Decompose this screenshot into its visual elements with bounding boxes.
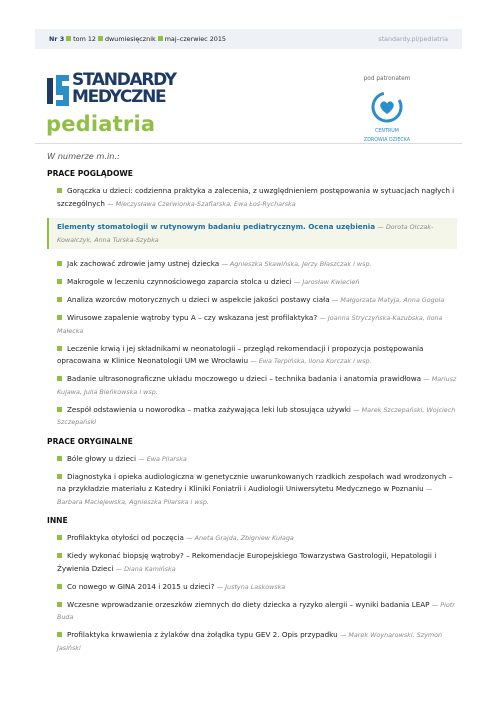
article-title: Gorączka u dzieci: codzienna praktyka a zalecenia, z uwzględnieniem postępowania w sytuacjach nagłych i szczególnych [57,186,455,208]
journal-title: pediatria [46,112,156,136]
bullet-square-icon [57,188,62,193]
bullet-square-icon [57,602,62,607]
brand-line1: STANDARDY [72,70,176,90]
list-item[interactable] [47,294,457,307]
list-item[interactable] [47,185,457,210]
issue-bar [35,29,462,49]
bullet-square-icon [57,456,62,461]
list-item[interactable] [47,532,457,545]
bullet-square-icon [57,535,62,540]
bullet-square-icon [57,632,62,637]
list-item[interactable] [47,312,457,337]
bullet-square-icon [98,36,103,41]
article-authors: — Mieczysława Czerwionka-Szaflarska, Ewa Łoś-Rycharska [107,199,296,208]
article-authors: — Marek Woynarowski, Szymon Jasiński [57,631,443,652]
article-title: Analiza wzorców motorycznych u dzieci w aspekcie jakości postawy ciała [67,295,330,304]
site-link[interactable]: standardy.pl/pediatria [378,35,448,43]
article-title: Wczesne wprowadzanie orzeszków ziemnych do diety dziecka a ryzyko alergii – wyniki badania LEAP [67,599,430,609]
article-authors: — Jarosław Kwiecień [293,278,360,286]
article-title: Profilaktyka otyłości od poczęcia [67,533,184,542]
article-authors: — Ewa Terpińska, Ilona Korczak i wsp. [250,357,372,365]
bullet-square-icon [57,584,62,589]
patron-org-line2: ZDROWIA DZIECKA [363,137,411,143]
bullet-square-icon [66,36,71,41]
patronage [357,76,417,144]
article-authors: — Marek Szczepański, Wojciech Szczepański [57,405,456,426]
list-item[interactable] [47,581,457,594]
bullet-square-icon [158,36,163,41]
article-authors: — Diana Kamińska [115,564,176,573]
heart-logo-icon [371,91,403,123]
article-authors: — Justyna Laskowska [216,582,286,591]
period: maj–czerwiec 2015 [164,35,226,43]
brand-line2: MEDYCZNE [72,87,166,107]
bullet-square-icon [57,376,62,381]
issue-info [49,29,226,49]
patron-org-line1: CENTRUM [375,129,399,134]
list-item[interactable] [47,629,457,654]
article-title: Co nowego w GINA 2014 i 2015 u dzieci? [67,581,215,591]
intro-text: W numerze m.in.: [47,151,120,161]
bullet-square-icon [57,297,62,302]
article-title: Zespół odstawienia u noworodka – matka zażywająca leki lub stosująca używki [67,404,351,414]
bullet-square-icon [57,315,62,320]
list-item[interactable] [47,343,457,368]
list-item[interactable] [47,404,457,429]
header-divider [35,143,462,144]
bullet-square-icon [57,474,62,479]
featured-article-authors: — Dorota Olczak-Kowalczyk, Anna Turska-Szybka [57,223,434,244]
bullet-square-icon [57,346,62,351]
article-title: Leczenie krwią i jej składnikami w neonatologii – przegląd rekomendacji i propozycja postępowania opracowana w Klinice Neonatologii UM we Wrocławiu [57,343,424,365]
article-authors: — Małgorzata Matyja, Anna Gogola [331,296,445,304]
bullet-square-icon [57,553,62,558]
list-item[interactable] [47,373,457,398]
article-authors: — Agnieszka Skawińska, Jerzy Błaszczak i wsp. [221,260,372,268]
article-title: Jak zachować zdrowie jamy ustnej dziecka [67,259,220,268]
bullet-square-icon [57,261,62,266]
article-title: Bóle głowy u dzieci [67,453,136,463]
section-title: INNE [47,516,68,525]
list-item[interactable] [47,471,457,509]
volume: tom 12 [73,35,96,43]
article-authors: — Joanna Stryczyńska-Kazubska, Ilona Małecka [57,314,443,335]
article-title: Diagnostyka i opieka audiologiczna w genetycznie uwarunkowanych rzadkich zespołach wad wrodzonych – na przykładzie materiału z Katedry i Kliniki Foniatrii i Audiologii Uniwersytetu Medycznego w Poznaniu [57,471,453,493]
article-title: Profilaktyka krwawienia z żylaków dna żołądka typu GEV 2. Opis przypadku [67,630,338,639]
list-item[interactable] [47,550,457,575]
patronage-label: pod patronatem [363,76,411,82]
article-title: Kiedy wykonać biopsję wątroby? – Rekomendacje Europejskiego Towarzystwa Gastrologii, Hepatologii i Żywienia Dzieci [57,551,437,573]
list-item[interactable] [47,276,457,289]
list-item[interactable] [47,453,457,466]
article-title: Wirusowe zapalenie wątroby typu A – czy wskazana jest profilaktyka? [67,313,318,322]
featured-article-title: Elementy stomatologii w rutynowym badaniu pediatrycznym. Ocena uzębienia [57,222,376,231]
list-item[interactable] [47,599,457,624]
table-of-contents [47,151,457,660]
featured-article[interactable] [47,218,457,249]
article-title: Badanie ultrasonograficzne układu moczowego u dzieci – technika badania i anatomia prawidłowa [67,374,421,383]
section-title: PRACE ORYGINALNE [47,436,133,446]
brand-name [72,72,176,106]
article-authors: — Piotr Buda [57,600,455,621]
article-authors: — Mariusz Kujawa, Julia Bieńkowska i wsp. [57,375,457,396]
logo-mark-icon [47,75,69,106]
list-item[interactable] [47,258,457,271]
bullet-square-icon [57,407,62,412]
article-authors: — Aneta Grajda, Zbigniew Kułaga [186,534,294,542]
article-authors: — Ewa Pilarska [138,454,187,463]
bullet-square-icon [57,279,62,284]
article-title: Makrogole w leczeniu czynnościowego zaparcia stolca u dzieci [67,277,292,286]
frequency: dwumiesięcznik [104,35,156,43]
section-title: PRACE POGLĄDOWE [47,169,133,178]
issue-number: Nr 3 [49,35,65,43]
article-authors: — Barbara Maciejewska, Agnieszka Pilarska i wsp. [57,485,433,506]
